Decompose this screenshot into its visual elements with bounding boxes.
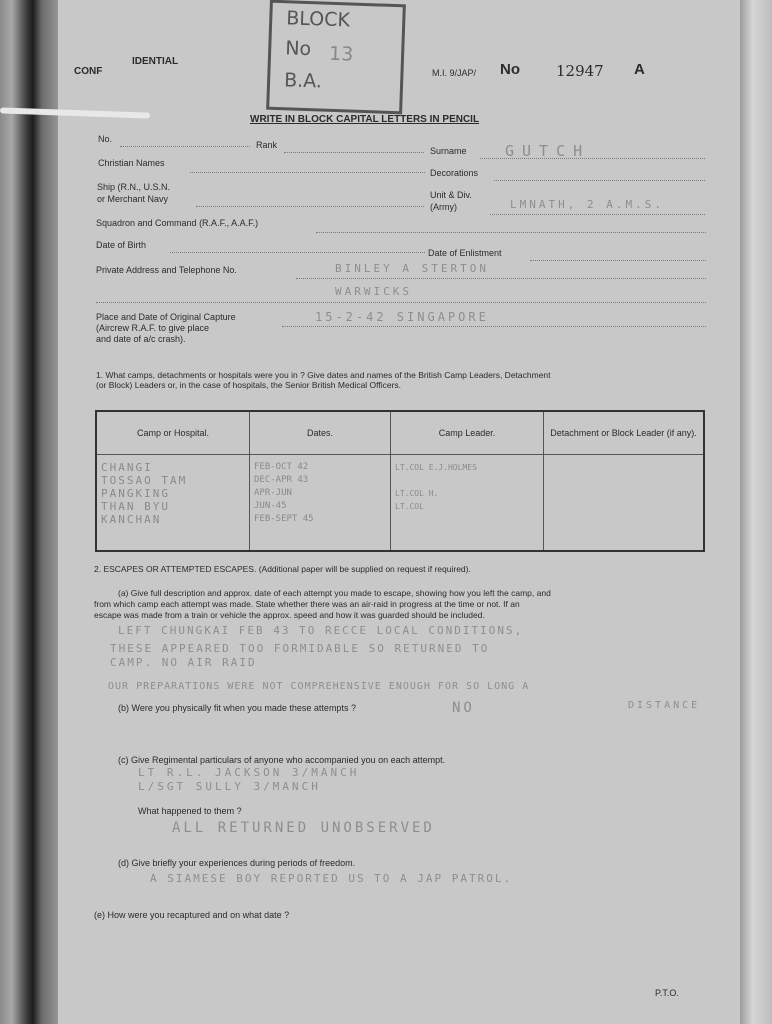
squadron-line	[316, 232, 706, 233]
block-leader-cell	[544, 455, 705, 552]
col-dates-header: Dates.	[250, 411, 391, 455]
unit-label-1: Unit & Div.	[430, 190, 472, 200]
decorations-label: Decorations	[430, 168, 479, 178]
stamp-number: 13	[328, 42, 354, 66]
ref-label: M.I. 9/JAP/	[432, 68, 477, 78]
q2a-text-3: escape was made from a train or vehicle the approx. speed and how it was guarded should be included.	[94, 610, 485, 620]
address-label: Private Address and Telephone No.	[96, 265, 237, 275]
stamp-line3: B.A.	[283, 69, 323, 93]
page-edge	[740, 0, 772, 1024]
q1-text-2: (or Block) Leaders or, in the case of hospitals, the Senior British Medical Officers.	[96, 380, 402, 390]
unit-label-2: (Army)	[430, 202, 457, 212]
address-line-2	[96, 302, 706, 303]
camp-cell: CHANGI TOSSAO TAM PANGKING THAN BYU KANCHAN	[96, 455, 250, 552]
christian-names-line	[190, 172, 425, 173]
q1-text-1: 1. What camps, detachments or hospitals were you in ? Give dates and names of the British Camp Leaders, Detachment	[96, 370, 551, 380]
binder-spine	[0, 0, 60, 1024]
conf-label: CONF	[74, 66, 103, 77]
christian-names-label: Christian Names	[98, 158, 165, 168]
col-leader-header: Camp Leader.	[391, 411, 544, 455]
q2a-text-2: from which camp each attempt was made. State whether there was an air-raid in progress at the time or not. If an	[94, 599, 520, 609]
capture-value: 15-2-42 SINGAPORE	[315, 310, 489, 324]
q2a-answer-4: OUR PREPARATIONS WERE NOT COMPREHENSIVE ENOUGH FOR SO LONG A	[108, 681, 530, 692]
q2c-what-text: What happened to them ?	[138, 806, 242, 816]
q2c-answer-1: LT R.L. JACKSON 3/MANCH	[138, 766, 360, 779]
serial-number: 12947	[556, 62, 604, 80]
surname-value: GUTCH	[505, 142, 591, 160]
stamp-line2: No	[284, 37, 312, 61]
q2c-answer-2: L/SGT SULLY 3/MANCH	[138, 780, 321, 793]
enlistment-label: Date of Enlistment	[428, 248, 502, 258]
q2b-answer: NO	[452, 700, 475, 716]
leader-cell: LT.COL E.J.HOLMES LT.COL H. LT.COL	[391, 455, 544, 552]
q2a-answer-1: LEFT CHUNGKAI FEB 43 TO RECCE LOCAL CONDITIONS,	[118, 624, 524, 637]
q2a-text-1: (a) Give full description and approx. date of each attempt you made to escape, showing how you left the camp, and	[118, 588, 551, 598]
unit-value: LMNATH, 2 A.M.S.	[510, 198, 664, 211]
no-field-label: No.	[98, 134, 113, 144]
camps-table	[95, 410, 705, 552]
idential-label: IDENTIAL	[132, 56, 179, 67]
q2b-answer-2: DISTANCE	[628, 700, 701, 711]
q2a-answer-2: THESE APPEARED TOO FORMIDABLE SO RETURNED TO	[110, 642, 490, 655]
rank-line	[284, 152, 424, 153]
block-stamp	[266, 0, 406, 114]
dates-cell: FEB-OCT 42 DEC-APR 43 APR-JUN JUN-45 FEB-SEPT 45	[250, 455, 391, 552]
ship-label-2: or Merchant Navy	[97, 194, 169, 204]
instruction-heading: WRITE IN BLOCK CAPITAL LETTERS IN PENCIL	[250, 114, 480, 125]
unit-line	[490, 214, 705, 215]
q2d-answer: A SIAMESE BOY REPORTED US TO A JAP PATROL.	[150, 872, 513, 885]
ship-label-1: Ship (R.N., U.S.N.	[97, 182, 171, 192]
capture-label-2: (Aircrew R.A.F. to give place	[96, 323, 210, 333]
no-label: No	[500, 61, 520, 78]
squadron-label: Squadron and Command (R.A.F., A.A.F.)	[96, 218, 259, 228]
surname-label: Surname	[430, 146, 467, 156]
q2c-text: (c) Give Regimental particulars of anyone who accompanied you on each attempt.	[118, 755, 446, 765]
camps-table-row	[96, 455, 704, 552]
dob-label: Date of Birth	[96, 240, 147, 250]
dob-line	[170, 252, 425, 253]
q2a-answer-3: CAMP. NO AIR RAID	[110, 656, 257, 669]
capture-line	[282, 326, 706, 327]
no-line	[120, 146, 250, 147]
q2c-what-answer: ALL RETURNED UNOBSERVED	[172, 820, 435, 836]
q2-title: 2. ESCAPES OR ATTEMPTED ESCAPES. (Additional paper will be supplied on request if required).	[94, 564, 471, 574]
address-line-1	[296, 278, 706, 279]
enlistment-line	[530, 260, 706, 261]
stamp-line1: BLOCK	[285, 7, 351, 32]
camps-table-header	[96, 411, 704, 455]
decorations-line	[494, 180, 705, 181]
q2b-text: (b) Were you physically fit when you made these attempts ?	[118, 703, 356, 713]
q2d-text: (d) Give briefly your experiences during periods of freedom.	[118, 858, 356, 868]
rank-label: Rank	[256, 140, 278, 150]
ship-line	[196, 206, 424, 207]
capture-label-1: Place and Date of Original Capture	[96, 312, 236, 322]
serial-suffix: A	[634, 61, 645, 78]
capture-label-3: and date of a/c crash).	[96, 334, 186, 344]
q2e-text: (e) How were you recaptured and on what date ?	[94, 910, 290, 920]
col-block-leader-header: Detachment or Block Leader (if any).	[544, 411, 705, 455]
address-value-1: BINLEY A STERTON	[335, 262, 489, 275]
col-camp-header: Camp or Hospital.	[96, 411, 250, 455]
address-value-2: WARWICKS	[335, 285, 412, 298]
pto-label: P.T.O.	[655, 988, 679, 998]
